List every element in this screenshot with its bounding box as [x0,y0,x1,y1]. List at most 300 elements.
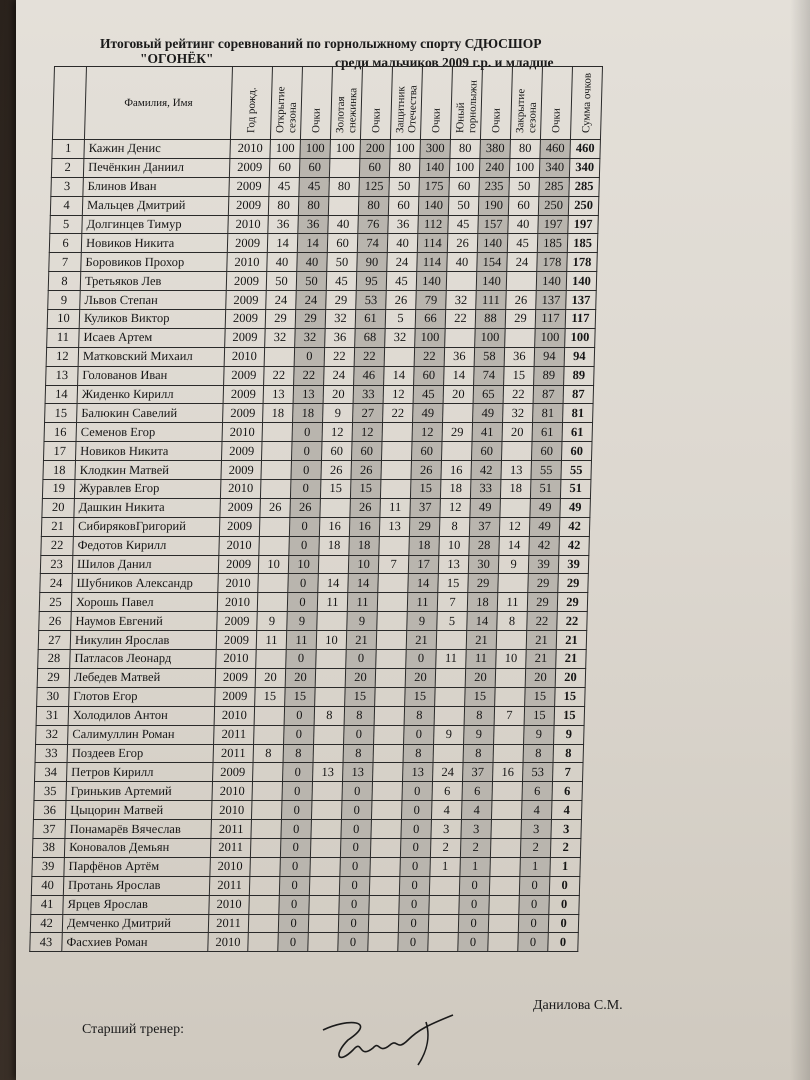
cumulative-points: 22 [527,612,558,631]
stage-points [249,876,280,895]
cumulative-points: 114 [417,234,448,253]
total-points: 250 [568,196,599,215]
stage-points: 45 [448,215,479,234]
cumulative-points: 15 [345,687,376,706]
cumulative-points: 11 [466,650,497,669]
cumulative-points: 0 [282,782,313,801]
stage-points: 3 [431,820,462,839]
stage-points: 24 [324,366,355,385]
athlete-name: Кажин Денис [84,140,231,159]
cumulative-points: 0 [278,914,309,933]
total-points: 285 [569,177,600,196]
stage-points: 50 [509,177,540,196]
birth-year: 2010 [212,782,253,801]
stage-points [261,461,292,480]
cumulative-points: 0 [287,593,318,612]
birth-year: 2011 [214,725,255,744]
stage-points [376,650,407,669]
cumulative-points: 0 [398,914,429,933]
cumulative-points: 80 [298,196,329,215]
table-row [38,650,587,669]
table-row [40,555,589,574]
total-points: 9 [554,725,585,744]
athlete-name: Куликов Виктор [79,310,226,329]
total-points: 0 [549,876,580,895]
cumulative-points: 112 [418,215,449,234]
cumulative-points: 117 [535,310,566,329]
cumulative-points: 0 [283,763,314,782]
stage-points [374,725,405,744]
birth-year: 2010 [219,536,260,555]
stage-points: 18 [500,480,531,499]
table-row [30,933,579,952]
stage-points: 4 [431,801,462,820]
cumulative-points: 100 [300,140,331,159]
stage-points [372,782,403,801]
total-points: 42 [559,536,590,555]
cumulative-points: 4 [521,801,552,820]
cumulative-points: 157 [478,215,509,234]
stage-points [320,498,351,517]
cumulative-points: 6 [462,782,493,801]
stage-points [373,763,404,782]
cumulative-points: 37 [469,517,500,536]
cumulative-points: 15 [350,480,381,499]
header-points: Очки [420,67,452,140]
stage-points [443,404,474,423]
total-points: 29 [557,593,588,612]
athlete-name: Патласов Леонард [70,650,217,669]
row-number: 10 [47,310,80,329]
cumulative-points: 50 [296,272,327,291]
cumulative-points: 0 [399,895,430,914]
header-points: Очки [300,67,332,140]
stage-points: 22 [324,347,355,366]
cumulative-points: 0 [519,876,550,895]
cumulative-points: 37 [463,763,494,782]
row-number: 22 [41,536,74,555]
cumulative-points: 285 [539,177,570,196]
cumulative-points: 60 [411,442,442,461]
stage-points [373,744,404,763]
stage-points: 15 [320,480,351,499]
table-row [46,366,595,385]
cumulative-points: 26 [350,498,381,517]
cumulative-points: 0 [279,895,310,914]
birth-year: 2009 [213,763,254,782]
cumulative-points: 300 [420,140,451,159]
stage-points [251,820,282,839]
athlete-name: Гринькив Артемий [66,782,213,801]
paper-shadow [790,0,810,1080]
stage-points [384,347,415,366]
stage-points: 2 [430,838,461,857]
stage-points [429,895,460,914]
row-number: 43 [30,933,63,952]
stage-points: 8 [439,517,470,536]
athlete-name: Семенов Егор [76,423,223,442]
header-total: Сумма очков [570,67,602,140]
athlete-name: Наумов Евгений [71,612,218,631]
stage-points: 80 [510,140,541,159]
cumulative-points: 21 [466,631,497,650]
cumulative-points: 65 [473,385,504,404]
cumulative-points: 0 [458,914,489,933]
cumulative-points: 60 [351,442,382,461]
cumulative-points: 12 [412,423,443,442]
stage-points: 15 [255,687,286,706]
stage-points: 16 [493,763,524,782]
stage-points: 24 [266,291,297,310]
stage-points: 45 [326,272,357,291]
row-number: 2 [51,158,84,177]
cumulative-points: 0 [406,650,437,669]
cumulative-points: 33 [470,480,501,499]
stage-points [488,914,519,933]
stage-points [446,272,477,291]
cumulative-points: 24 [296,291,327,310]
cumulative-points: 80 [358,196,389,215]
athlete-name: Печёнкин Даниил [83,158,230,177]
stage-points: 22 [264,366,295,385]
stage-points: 32 [446,291,477,310]
header-points: Очки [480,67,512,140]
stage-points: 16 [441,461,472,480]
cumulative-points: 66 [415,310,446,329]
table-row [45,404,594,423]
cumulative-points: 100 [535,328,566,347]
cumulative-points: 140 [419,158,450,177]
stage-points: 10 [439,536,470,555]
cumulative-points: 0 [279,876,310,895]
stage-points: 14 [384,366,415,385]
cumulative-points: 29 [527,593,558,612]
cumulative-points: 46 [354,366,385,385]
cumulative-points: 111 [476,291,507,310]
table-row [40,574,589,593]
table-row [35,763,584,782]
table-row [43,461,592,480]
cumulative-points: 9 [287,612,318,631]
cumulative-points: 49 [530,498,561,517]
athlete-name: Голованов Иван [78,366,225,385]
table-row [39,612,588,631]
stage-points [309,895,340,914]
table-row [47,310,596,329]
athlete-name: Глотов Егор [69,687,216,706]
stage-points [250,857,281,876]
birth-year: 2009 [215,668,256,687]
stage-points: 29 [442,423,473,442]
stage-points: 5 [437,612,468,631]
stage-points [435,668,466,687]
athlete-name: Дашкин Никита [74,498,221,517]
athlete-name: Боровиков Прохор [81,253,228,272]
stage-points [378,574,409,593]
stage-points [249,895,280,914]
stage-points [258,574,289,593]
cumulative-points: 13 [403,763,434,782]
cumulative-points: 15 [405,687,436,706]
stage-points: 29 [326,291,357,310]
birth-year: 2010 [216,650,257,669]
cumulative-points: 49 [529,517,560,536]
cumulative-points: 18 [349,536,380,555]
cumulative-points: 22 [414,347,445,366]
cumulative-points: 88 [475,310,506,329]
stage-points: 26 [321,461,352,480]
birth-year: 2011 [208,914,249,933]
cumulative-points: 0 [458,933,489,952]
cumulative-points: 0 [339,876,370,895]
total-points: 20 [555,668,586,687]
stage-points: 13 [501,461,532,480]
cumulative-points: 8 [403,744,434,763]
cumulative-points: 0 [341,820,372,839]
cumulative-points: 140 [536,272,567,291]
stage-points: 22 [383,404,414,423]
birth-year: 2011 [211,820,252,839]
stage-points: 29 [265,310,296,329]
total-points: 21 [556,650,587,669]
total-points: 81 [563,404,594,423]
table-row [51,177,600,196]
stage-points: 100 [449,158,480,177]
table-body [30,140,601,952]
stage-points [501,442,532,461]
birth-year: 2010 [230,140,271,159]
cumulative-points: 0 [342,782,373,801]
cumulative-points: 9 [524,725,555,744]
row-number: 20 [42,498,75,517]
cumulative-points: 21 [406,631,437,650]
stage-points: 14 [444,366,475,385]
athlete-name: Цыцорин Матвей [65,801,212,820]
cumulative-points: 79 [416,291,447,310]
birth-year: 2009 [228,196,269,215]
cumulative-points: 74 [474,366,505,385]
stage-points: 11 [317,593,348,612]
stage-points [253,763,284,782]
cumulative-points: 20 [345,668,376,687]
athlete-name: Балюкин Савелий [77,404,224,423]
total-points: 100 [565,328,596,347]
stage-points: 20 [255,668,286,687]
birth-year: 2009 [216,631,257,650]
birth-year: 2009 [227,234,268,253]
athlete-name: Поздеев Егор [67,744,214,763]
cumulative-points: 340 [539,158,570,177]
stage-points: 32 [325,310,356,329]
row-number: 38 [32,838,65,857]
cumulative-points: 39 [528,555,559,574]
cumulative-points: 3 [521,820,552,839]
row-number: 11 [47,328,80,347]
birth-year: 2009 [224,366,265,385]
athlete-name: Журавлев Егор [74,480,221,499]
cumulative-points: 95 [356,272,387,291]
cumulative-points: 8 [404,706,435,725]
athlete-name: Жиденко Кирилл [77,385,224,404]
row-number: 42 [30,914,63,933]
total-points: 42 [559,517,590,536]
table-row [44,423,593,442]
row-number: 27 [38,631,71,650]
stage-points: 15 [438,574,469,593]
stage-points: 20 [502,423,533,442]
birth-year: 2010 [227,253,268,272]
row-number: 12 [46,347,79,366]
stage-points [377,593,408,612]
stage-points [500,498,531,517]
cumulative-points: 0 [459,895,490,914]
stage-points: 9 [498,555,529,574]
stage-points [368,914,399,933]
stage-points [434,706,465,725]
stage-points: 13 [379,517,410,536]
cumulative-points: 0 [289,517,320,536]
table-row [38,631,587,650]
athlete-name: Шубников Александр [72,574,219,593]
cumulative-points: 4 [461,801,492,820]
table-row [45,385,594,404]
stage-points: 12 [383,385,414,404]
total-points: 29 [558,574,589,593]
stage-points: 20 [443,385,474,404]
stage-points: 11 [380,498,411,517]
stage-points [495,668,526,687]
stage-points: 45 [269,177,300,196]
cumulative-points: 60 [299,158,330,177]
athlete-name: Демченко Дмитрий [62,914,209,933]
athlete-name: Мальцев Дмитрий [82,196,229,215]
table-row [42,498,591,517]
header-young-skier: Юный горнолыжн [450,67,482,140]
table-row [50,196,599,215]
total-points: 87 [563,385,594,404]
stage-points [260,480,291,499]
total-points: 49 [560,498,591,517]
stage-points [314,725,345,744]
stage-points [374,706,405,725]
cumulative-points: 0 [519,895,550,914]
cumulative-points: 11 [407,593,438,612]
stage-points [489,895,520,914]
athlete-name: Новиков Никита [81,234,228,253]
stage-points: 14 [267,234,298,253]
stage-points [494,725,525,744]
cumulative-points: 14 [408,574,439,593]
row-number: 36 [33,801,66,820]
stage-points: 50 [448,196,479,215]
cumulative-points: 3 [461,820,492,839]
cumulative-points: 60 [471,442,502,461]
cumulative-points: 60 [359,158,390,177]
birth-year: 2010 [220,480,261,499]
athlete-name: Новиков Никита [75,442,222,461]
cumulative-points: 9 [407,612,438,631]
stage-points [315,687,346,706]
athlete-name: Салимуллин Роман [68,725,215,744]
cumulative-points: 0 [401,820,432,839]
total-points: 39 [558,555,589,574]
athlete-name: Федотов Кирилл [73,536,220,555]
cumulative-points: 0 [280,857,311,876]
row-number: 1 [52,140,85,159]
stage-points [496,631,527,650]
cumulative-points: 0 [281,801,312,820]
cumulative-points: 42 [529,536,560,555]
cumulative-points: 36 [298,215,329,234]
stage-points [311,801,342,820]
stage-points [433,744,464,763]
total-points: 8 [553,744,584,763]
row-number: 19 [42,480,75,499]
stage-points [312,782,343,801]
stage-points: 36 [388,215,419,234]
stage-points [488,933,519,952]
cumulative-points: 0 [400,857,431,876]
athlete-name: Понамарёв Вячеслав [65,820,212,839]
total-points: 117 [565,310,596,329]
stage-points: 12 [440,498,471,517]
total-points: 7 [553,763,584,782]
header-season-opening: Открытие сезона [270,67,302,140]
cumulative-points: 51 [530,480,561,499]
stage-points: 24 [507,253,538,272]
cumulative-points: 21 [346,631,377,650]
row-number: 17 [43,442,76,461]
stage-points: 12 [322,423,353,442]
total-points: 6 [552,782,583,801]
stage-points: 18 [263,404,294,423]
stage-points [498,574,529,593]
cumulative-points: 0 [339,895,370,914]
table-row [36,725,585,744]
table-row [51,158,600,177]
cumulative-points: 9 [464,725,495,744]
stage-points [309,876,340,895]
cumulative-points: 60 [531,442,562,461]
birth-year: 2009 [225,328,266,347]
row-number: 33 [35,744,68,763]
cumulative-points: 0 [341,801,372,820]
row-number: 18 [43,461,76,480]
birth-year: 2009 [223,404,264,423]
stage-points: 20 [323,385,354,404]
table-row [36,706,585,725]
athlete-name: Клодкин Матвей [75,461,222,480]
cumulative-points: 125 [359,177,390,196]
table-row [37,668,586,687]
cumulative-points: 18 [467,593,498,612]
birth-year: 2009 [226,291,267,310]
athlete-name: Никулин Ярослав [70,631,217,650]
stage-points [329,158,360,177]
cumulative-points: 0 [338,914,369,933]
stage-points [381,461,412,480]
stage-points [264,347,295,366]
table-row [49,253,598,272]
cumulative-points: 49 [470,498,501,517]
cumulative-points: 8 [283,744,314,763]
row-number: 31 [36,706,69,725]
total-points: 0 [548,933,579,952]
stage-points: 15 [504,366,535,385]
cumulative-points: 2 [460,838,491,857]
table-row [33,801,582,820]
cumulative-points: 240 [479,158,510,177]
